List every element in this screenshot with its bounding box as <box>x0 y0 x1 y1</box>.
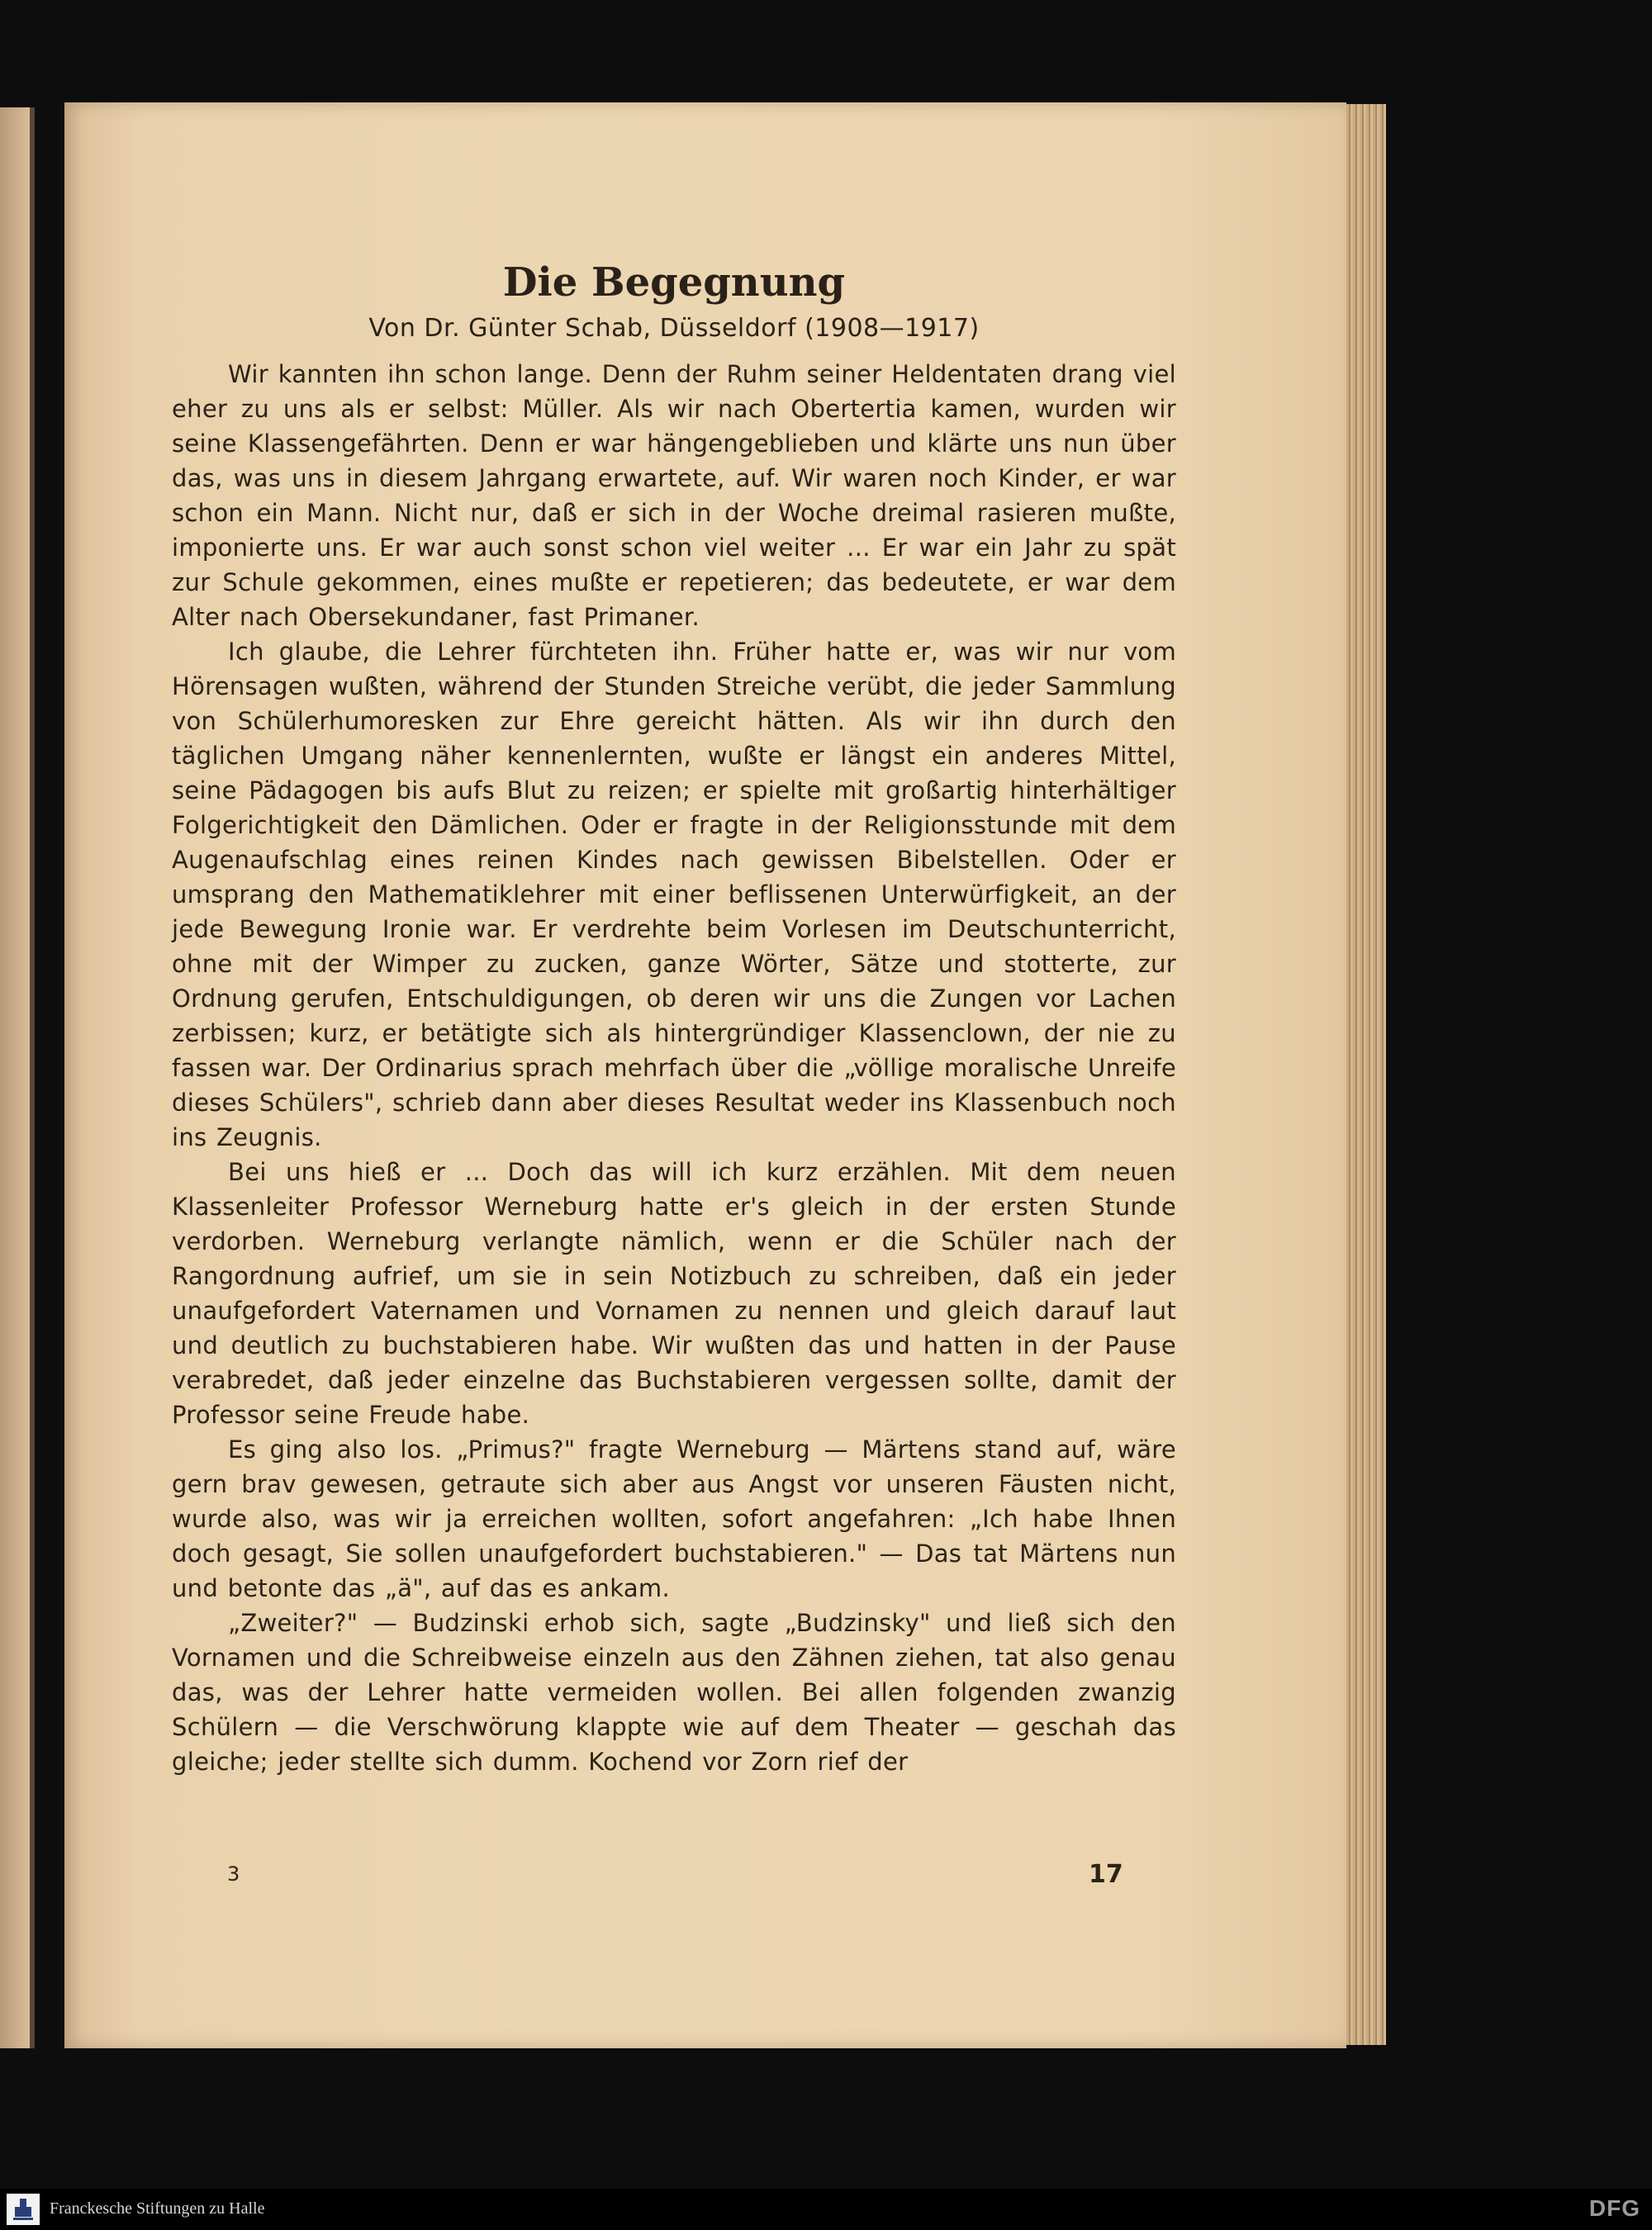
article <box>172 256 1176 1779</box>
institution-name[interactable]: Franckesche Stiftungen zu Halle <box>50 2199 265 2218</box>
page-edges <box>1346 104 1386 2045</box>
book-gutter <box>30 107 35 2048</box>
article-title: Die Begegnung <box>502 259 846 306</box>
left-page-margin <box>0 107 30 2048</box>
dfg-logo: DFG <box>1588 2195 1640 2221</box>
institution-logo-icon <box>7 2194 40 2225</box>
page-number: 17 <box>1089 1860 1123 1889</box>
paragraph-3: Bei uns hieß er ... Doch das will ich kurz erzählen. Mit dem neuen Klassenleiter Professor Werneburg hatte er's gleich in der ersten Stunde verdorben. Werneburg verlangte nämlich, wenn er die Schüler nach der Rangordnung aufrief, um sie in sein Notizbuch zu schreiben, daß ein jeder unaufgefordert Vaternamen und Vornamen zu nennen und gleich darauf laut und deutlich zu buchstabieren habe. Wir wußten das und hatten in der Pause verabredet, daß jeder einzelne das Buchstabieren vergessen sollte, damit der Professor seine Freude habe. <box>172 1158 1176 1429</box>
article-byline: Von Dr. Günter Schab, Düsseldorf (1908—1917) <box>368 314 980 343</box>
viewer-footer <box>0 2189 1652 2230</box>
paragraph-2: Ich glaube, die Lehrer fürchteten ihn. Früher hatte er, was wir nur vom Hörensagen wußten, während der Stunden Streiche verübt, die jeder Sammlung von Schülerhumoresken zur Ehre gereicht hätten. Als wir ihn durch den täglichen Umgang näher kennenlernten, wußte er längst ein anderes Mittel, seine Pädagogen bis aufs Blut zu reizen; er spielte mit großartig hinterhältiger Folgerichtigkeit den Dämlichen. Oder er fragte in der Religionsstunde mit dem Augenaufschlag eines reinen Kindes nach gewissen Bibelstellen. Oder er umsprang den Mathematiklehrer mit einer beflissenen Unterwürfigkeit, an der jede Bewegung Ironie war. Er verdrehte beim Vorlesen im Deutschunterricht, ohne mit der Wimper zu zucken, ganze Wörter, Sätze und stotterte, zur Ordnung gerufen, Entschuldigungen, ob deren wir uns die Zungen vor Lachen zerbissen; kurz, er betätigte sich als hintergründiger Klassenclown, der nie zu fassen war. Der Ordinarius sprach mehrfach über die „völlige moralische Unreife dieses Schülers", schrieb dann aber dieses Resultat weder ins Klassenbuch noch ins Zeugnis. <box>172 638 1176 1151</box>
paragraph-5: „Zweiter?" — Budzinski erhob sich, sagte „Budzinsky" und ließ sich den Vornamen und die Schreibweise einzeln aus den Zähnen ziehen, tat also genau das, was der Lehrer hatte vermeiden wollen. Bei allen folgenden zwanzig Schülern — die Verschwörung klappte wie auf dem Theater — geschah das gleiche; jeder stellte sich dumm. Kochend vor Zorn rief der <box>172 1609 1176 1776</box>
paragraph-1: Wir kannten ihn schon lange. Denn der Ruhm seiner Heldentaten drang viel eher zu uns als er selbst: Müller. Als wir nach Obertertia kamen, wurden wir seine Klassengefährten. Denn er war hängengeblieben und klärte uns nun über das, was uns in diesem Jahrgang erwartete, auf. Wir waren noch Kinder, er war schon ein Mann. Nicht nur, daß er sich in der Woche dreimal rasieren mußte, imponierte uns. Er war auch sonst schon viel weiter ... Er war ein Jahr zu spät zur Schule gekommen, eines mußte er repetieren; das bedeutete, er war dem Alter nach Obersekundaner, fast Primaner. <box>172 360 1176 631</box>
signature-mark: 3 <box>227 1862 240 1886</box>
paragraph-4: Es ging also los. „Primus?" fragte Werneburg — Märtens stand auf, wäre gern brav gewesen, getraute sich aber aus Angst vor unseren Fäusten nicht, wurde also, was wir ja erreichen wollten, sofort angefahren: „Ich habe Ihnen doch gesagt, Sie sollen unaufgefordert buchstabieren." — Das tat Märtens nun und betonte das „ä", auf das es ankam. <box>172 1435 1176 1602</box>
